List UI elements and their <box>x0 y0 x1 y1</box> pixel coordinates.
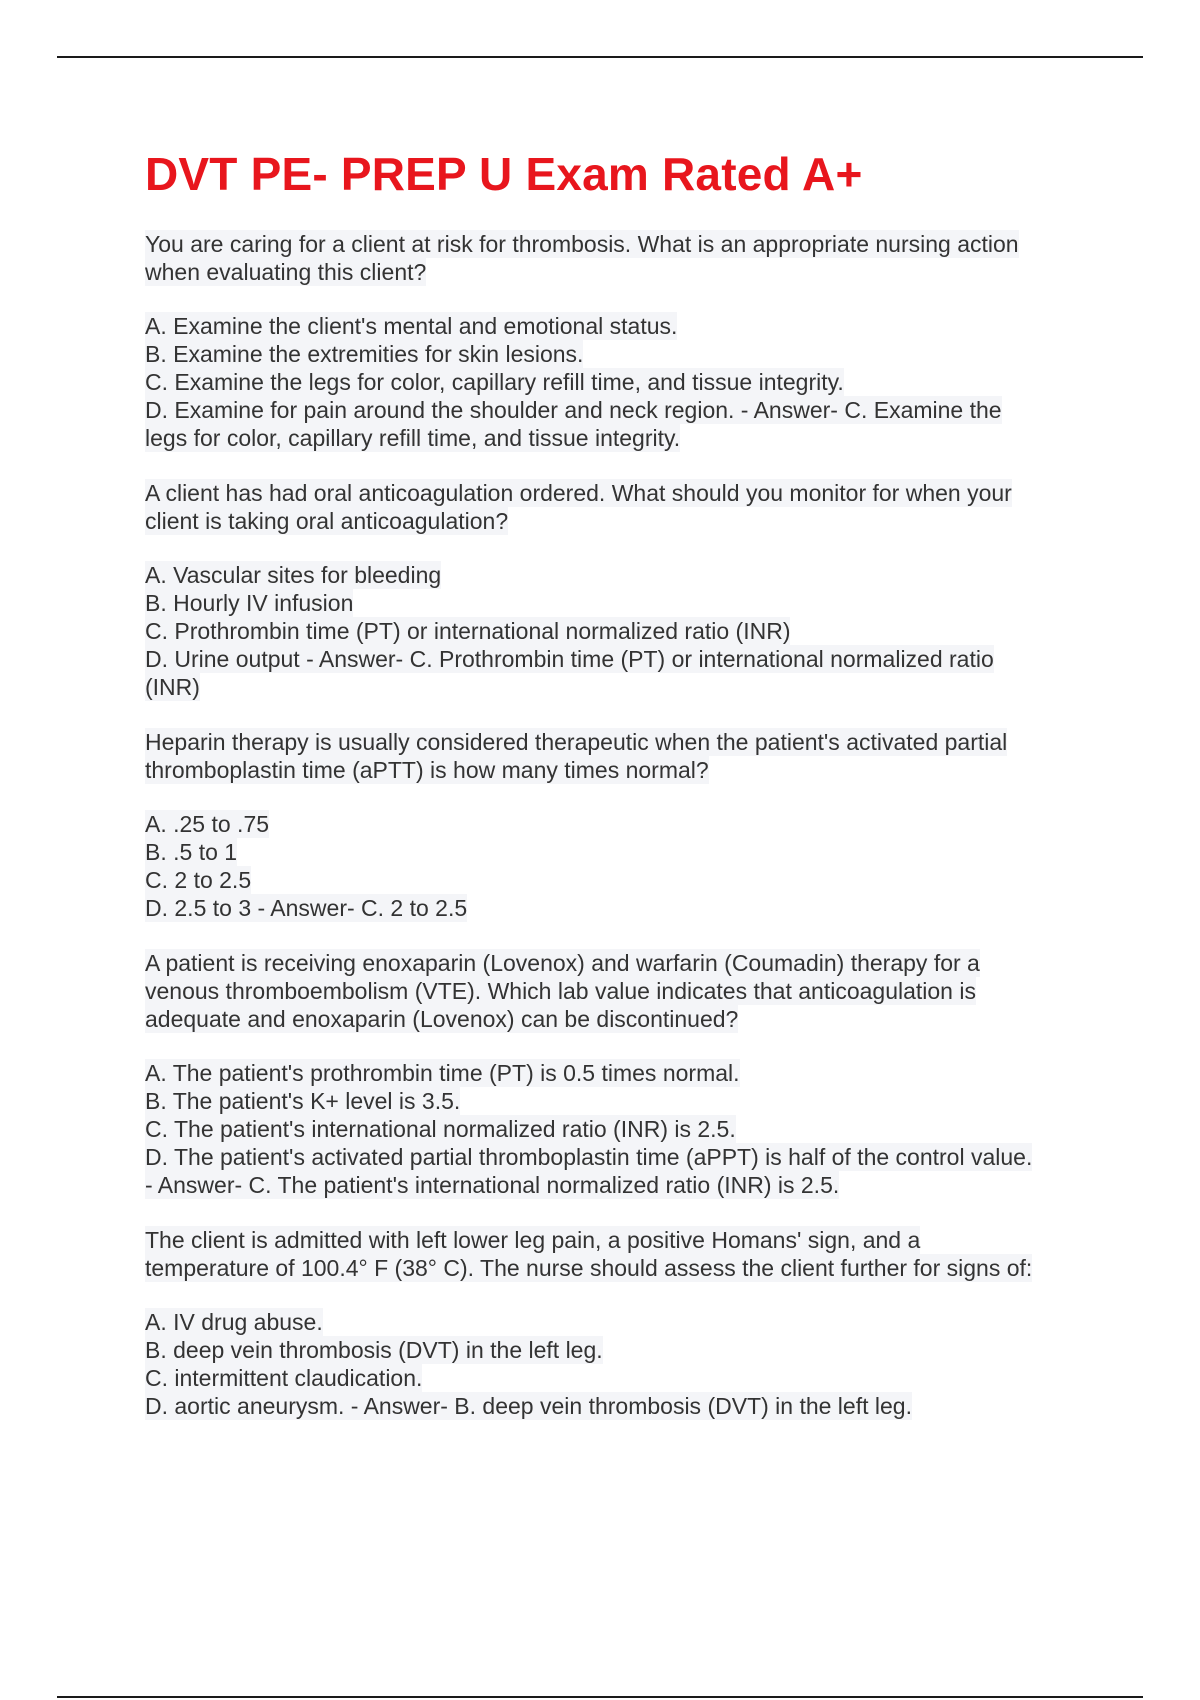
answer-option: B. The patient's K+ level is 3.5. <box>145 1088 461 1114</box>
answer-option: C. Prothrombin time (PT) or international normalized ratio (INR) <box>145 618 791 644</box>
question-block <box>145 728 1090 922</box>
answer-option: B. .5 to 1 <box>145 839 238 865</box>
document-body <box>145 144 1090 1447</box>
answer-option: A. IV drug abuse. <box>145 1309 323 1335</box>
answer-option: A. Vascular sites for bleeding <box>145 562 442 588</box>
answer-option: C. The patient's international normalized ratio (INR) is 2.5. <box>145 1116 736 1142</box>
question-stem-line: temperature of 100.4° F (38° C). The nurse should assess the client further for signs of: <box>145 1255 1033 1281</box>
question-stem-line: adequate and enoxaparin (Lovenox) can be discontinued? <box>145 1006 739 1032</box>
question-stem-line: A patient is receiving enoxaparin (Lovenox) and warfarin (Coumadin) therapy for a <box>145 950 980 976</box>
question-stem-line: The client is admitted with left lower leg pain, a positive Homans' sign, and a <box>145 1227 921 1253</box>
question-stem-line: thromboplastin time (aPTT) is how many times normal? <box>145 757 709 783</box>
answer-option: A. The patient's prothrombin time (PT) is 0.5 times normal. <box>145 1060 740 1086</box>
answer-option: D. Urine output - Answer- C. Prothrombin time (PT) or international normalized ratio <box>145 646 994 672</box>
question-block <box>145 949 1090 1199</box>
question-block <box>145 230 1090 452</box>
answer-option: (INR) <box>145 674 200 700</box>
answer-option: - Answer- C. The patient's international normalized ratio (INR) is 2.5. <box>145 1172 840 1198</box>
answer-option: C. Examine the legs for color, capillary refill time, and tissue integrity. <box>145 369 844 395</box>
question-stem-line: client is taking oral anticoagulation? <box>145 508 509 534</box>
answer-option: D. Examine for pain around the shoulder and neck region. - Answer- C. Examine the <box>145 397 1002 423</box>
answer-option: C. intermittent claudication. <box>145 1365 423 1391</box>
answer-option: A. Examine the client's mental and emotional status. <box>145 313 678 339</box>
top-rule <box>57 56 1143 58</box>
answer-option: legs for color, capillary refill time, and tissue integrity. <box>145 425 681 451</box>
question-stem-line: venous thromboembolism (VTE). Which lab value indicates that anticoagulation is <box>145 978 976 1004</box>
answer-option: D. The patient's activated partial thromboplastin time (aPPT) is half of the control value. <box>145 1144 1033 1170</box>
page-title: DVT PE- PREP U Exam Rated A+ <box>145 148 863 200</box>
answer-option: B. deep vein thrombosis (DVT) in the left leg. <box>145 1337 603 1363</box>
answer-option: B. Examine the extremities for skin lesions. <box>145 341 584 367</box>
answer-option: A. .25 to .75 <box>145 811 270 837</box>
question-block <box>145 1226 1090 1420</box>
question-stem-line: Heparin therapy is usually considered therapeutic when the patient's activated partial <box>145 729 1008 755</box>
answer-option: B. Hourly IV infusion <box>145 590 354 616</box>
answer-option: C. 2 to 2.5 <box>145 867 252 893</box>
question-stem-line: You are caring for a client at risk for thrombosis. What is an appropriate nursing action <box>145 231 1019 257</box>
bottom-rule <box>57 1696 1143 1698</box>
answer-option: D. aortic aneurysm. - Answer- B. deep vein thrombosis (DVT) in the left leg. <box>145 1393 912 1419</box>
question-stem-line: A client has had oral anticoagulation ordered. What should you monitor for when your <box>145 480 1012 506</box>
question-block <box>145 479 1090 701</box>
question-stem-line: when evaluating this client? <box>145 259 427 285</box>
answer-option: D. 2.5 to 3 - Answer- C. 2 to 2.5 <box>145 895 468 921</box>
